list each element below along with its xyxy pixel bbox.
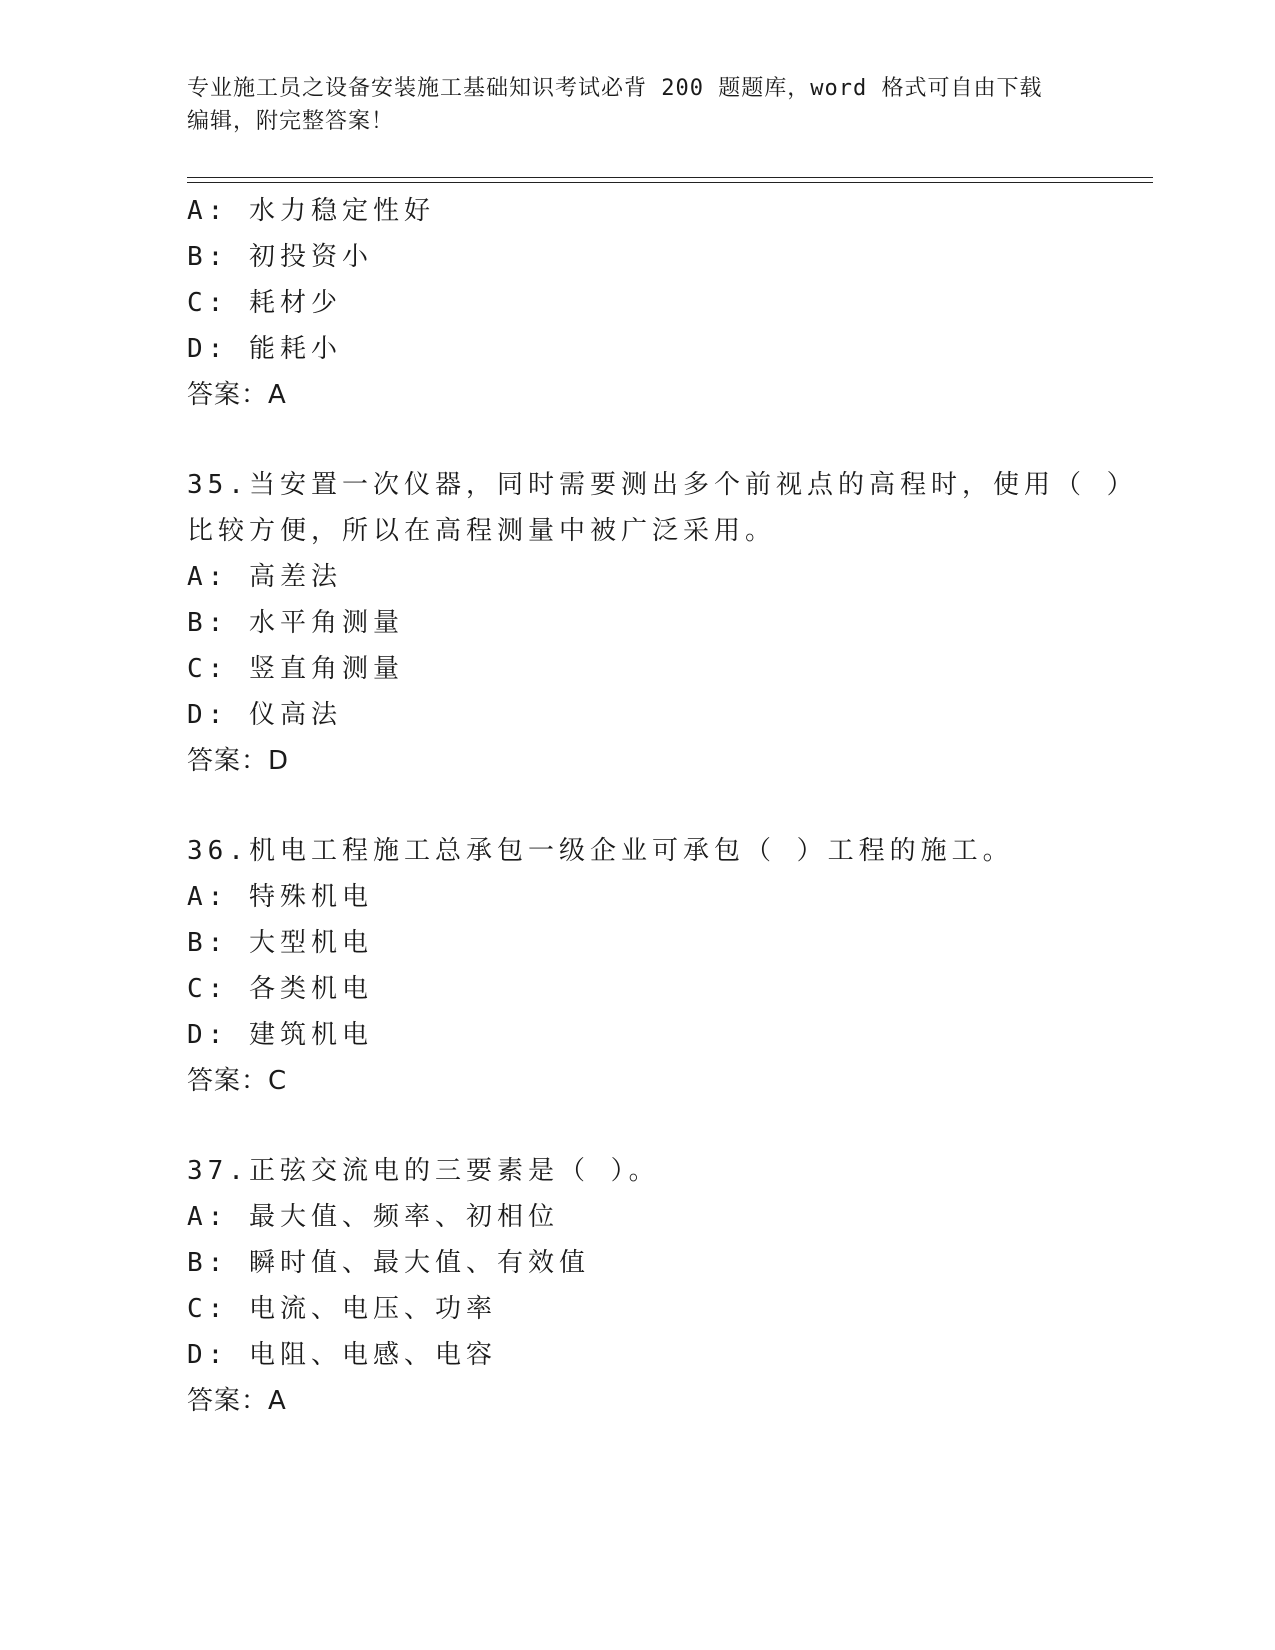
option-d: D: 能耗小: [187, 334, 342, 364]
answer-line: 答案：A: [187, 1386, 287, 1416]
option-a: A: 高差法: [187, 562, 342, 592]
question-list: [187, 188, 1147, 1424]
option-a: A: 最大值、频率、初相位: [187, 1202, 559, 1232]
answer-line: 答案：A: [187, 380, 287, 410]
option-a: A: 水力稳定性好: [187, 196, 435, 226]
option-b: B: 瞬时值、最大值、有效值: [187, 1248, 590, 1278]
option-c: C: 各类机电: [187, 974, 373, 1004]
header-divider-bottom: [187, 182, 1153, 183]
spacer: [187, 1104, 1147, 1148]
option-d: D: 电阻、电感、电容: [187, 1340, 497, 1370]
question-block-36: [187, 828, 1147, 1104]
option-b: B: 大型机电: [187, 928, 373, 958]
spacer: [187, 418, 1147, 462]
option-c: C: 耗材少: [187, 288, 342, 318]
question-stem-continued: 比较方便，所以在高程测量中被广泛采用。: [187, 516, 777, 546]
question-stem: 37.正弦交流电的三要素是（ ）。: [187, 1156, 660, 1186]
header-title-line-1: 专业施工员之设备安装施工基础知识考试必背 200 题题库，word 格式可自由下载: [187, 76, 1043, 101]
option-c: C: 竖直角测量: [187, 654, 404, 684]
answer-line: 答案：D: [187, 746, 290, 776]
option-b: B: 水平角测量: [187, 608, 404, 638]
option-c: C: 电流、电压、功率: [187, 1294, 497, 1324]
question-block-37: [187, 1148, 1147, 1424]
header-divider-top: [187, 177, 1153, 178]
option-b: B: 初投资小: [187, 242, 373, 272]
option-d: D: 建筑机电: [187, 1020, 373, 1050]
answer-line: 答案：C: [187, 1066, 288, 1096]
question-block-35: [187, 462, 1147, 784]
question-stem: 36.机电工程施工总承包一级企业可承包（ ）工程的施工。: [187, 836, 1014, 866]
header-title-line-2: 编辑，附完整答案！: [187, 109, 395, 134]
option-d: D: 仪高法: [187, 700, 342, 730]
question-stem: 35.当安置一次仪器，同时需要测出多个前视点的高程时，使用（ ）: [187, 470, 1138, 500]
spacer: [187, 784, 1147, 828]
option-a: A: 特殊机电: [187, 882, 373, 912]
question-block-34: [187, 188, 1147, 418]
document-header: [187, 72, 1087, 138]
